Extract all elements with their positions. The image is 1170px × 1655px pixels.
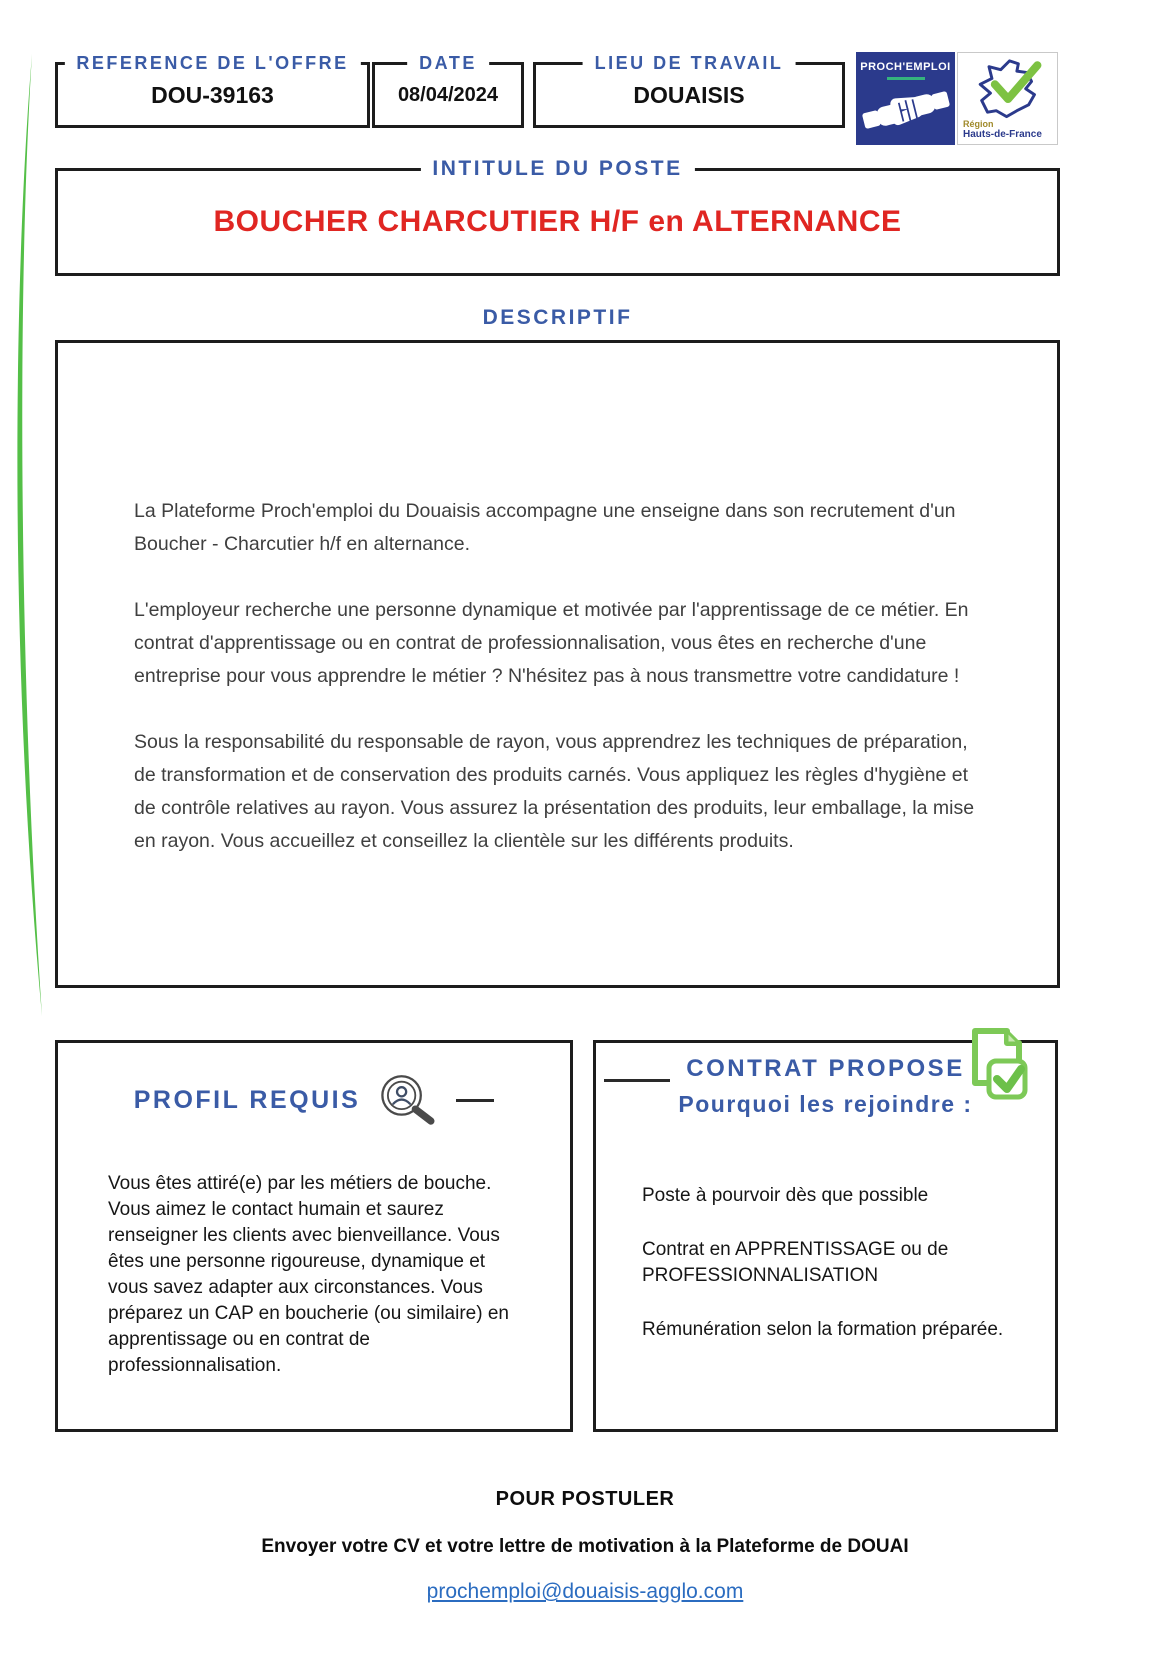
job-title-box [55,157,1060,276]
reference-label: REFERENCE DE L'OFFRE [64,53,360,74]
region-logo-text [963,120,1042,140]
profile-search-icon [376,1071,440,1129]
prochemploi-logo-underline [887,77,925,80]
job-title: BOUCHER CHARCUTIER H/F en ALTERNANCE [213,205,902,238]
location-value: DOUAISIS [633,81,745,108]
contract-check-icon [963,1027,1029,1101]
contrat-item: Rémunération selon la formation préparée. [642,1319,1004,1340]
descriptif-paragraph: La Plateforme Proch'emploi du Douaisis accompagne une enseigne dans son recrutement d'un Boucher - Charcutier h/f en alternance. [134,500,956,555]
contrat-propose-items [642,1183,1032,1371]
contrat-item: Contrat en APPRENTISSAGE ou de PROFESSIONNALISATION [642,1239,949,1286]
date-label: DATE [407,53,489,74]
apply-instruction: Envoyer votre CV et votre lettre de motivation à la Plateforme de DOUAI [261,1536,909,1557]
region-word: Région [963,119,994,130]
location-label: LIEU DE TRAVAIL [583,53,796,74]
prochemploi-logo [856,52,955,145]
france-map-icon [972,55,1050,121]
green-curve-decoration [6,50,46,1020]
profil-requis-box [55,1040,573,1432]
contrat-propose-label: CONTRAT PROPOSE [686,1055,965,1082]
email-link[interactable]: prochemploi@douaisis-agglo.com [426,1580,744,1603]
location-box [533,52,845,128]
contrat-propose-box [593,1040,1058,1432]
pour-postuler-heading: POUR POSTULER [495,1488,675,1510]
reference-box [55,52,370,128]
hauts-de-france-logo [957,52,1058,145]
email-line [0,1580,1170,1604]
descriptif-box [55,340,1060,988]
descriptif-paragraph: Sous la responsabilité du responsable de rayon, vous apprendrez les techniques de préparation, de transformation et de conservation des produits carnés. Vous appliquez les règles d'hygiène et de contrôle relatives au rayon. Vous assurez la présentation des produits, leur emballage, la mise en rayon. Vous accueillez et conseillez la clientèle sur les différents produits. [134,731,975,852]
decorative-line [456,1099,494,1102]
profil-requis-label: PROFIL REQUIS [133,1085,361,1114]
job-title-section-label: INTITULE DU POSTE [420,157,694,181]
profil-requis-header [58,1071,570,1129]
profil-requis-text: Vous êtes attiré(e) par les métiers de bouche. Vous aimez le contact humain et saurez renseigner les clients avec bienveillance. Vous êtes une personne rigoureuse, dynamique et vous savez adapter aux circonstances. Vous préparez un CAP en boucherie (ou similaire) en apprentissage ou en contrat de professionnalisation. [108,1173,509,1376]
descriptif-paragraph: L'employeur recherche une personne dynamique et motivée par l'apprentissage de ce métier. En contrat d'apprentissage ou en contrat de professionnalisation, vous êtes en recherche d'une entreprise pour vous apprendre le métier ? N'hésitez pas à nous transmettre votre candidature ! [134,599,969,687]
descriptif-text [58,343,1057,858]
contrat-propose-subtitle: Pourquoi les rejoindre : [678,1091,973,1117]
contrat-item: Poste à pourvoir dès que possible [642,1185,929,1206]
prochemploi-logo-title: PROCH'EMPLOI [860,61,951,73]
region-name: Hauts-de-France [963,128,1042,140]
date-box [372,52,524,128]
reference-value: DOU-39163 [151,81,274,108]
handshake-icon [862,82,950,138]
descriptif-section-label: DESCRIPTIF [482,306,633,329]
date-value: 08/04/2024 [397,83,499,106]
